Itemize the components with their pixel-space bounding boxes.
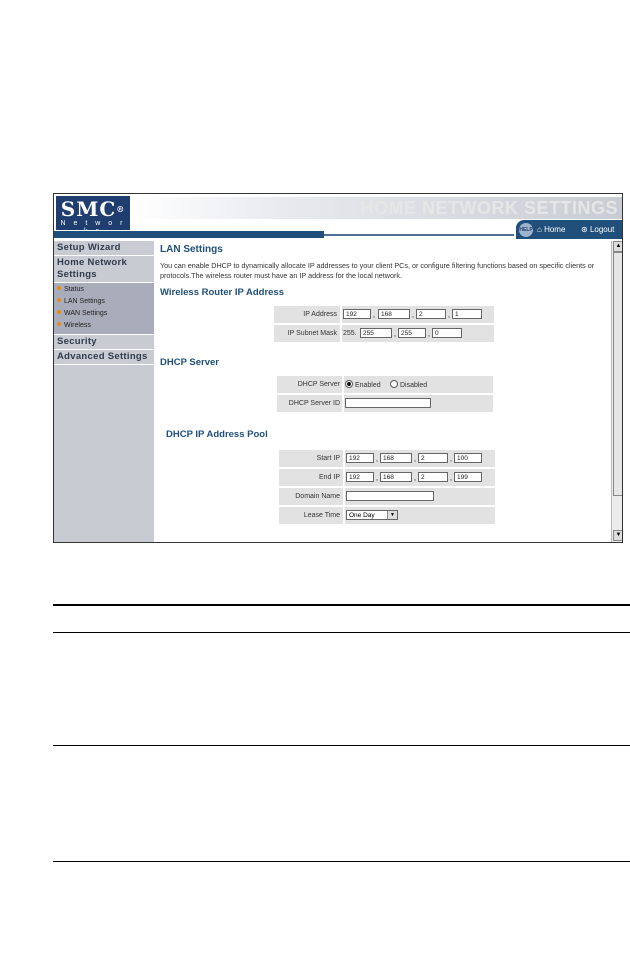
bullet-icon bbox=[57, 298, 61, 302]
lease-time-select[interactable]: One Day ▼ bbox=[346, 510, 398, 520]
sidebar-item-security[interactable]: Security bbox=[54, 335, 154, 350]
dhcp-server-table bbox=[276, 375, 494, 415]
dhcp-enabled-radio[interactable]: Enabled bbox=[345, 380, 381, 389]
sidebar-subitem-wan-settings[interactable]: WAN Settings bbox=[54, 308, 154, 320]
mask-octet-4-input[interactable]: 0 bbox=[432, 328, 462, 338]
scroll-thumb[interactable] bbox=[613, 252, 623, 496]
end-ip-octet-2-input[interactable]: 168 bbox=[380, 472, 412, 482]
subnet-mask-prefix: 255. bbox=[343, 330, 357, 337]
ip-octet-2-input[interactable]: 168 bbox=[378, 309, 410, 319]
start-ip-label: Start IP bbox=[316, 455, 340, 462]
sidebar-subitem-wireless[interactable]: Wireless bbox=[54, 320, 154, 332]
dhcp-server-label: DHCP Server bbox=[297, 381, 340, 388]
sidebar-item-advanced-settings[interactable]: Advanced Settings bbox=[54, 350, 154, 365]
ip-address-label: IP Address bbox=[303, 311, 337, 318]
sidebar-item-setup-wizard[interactable]: Setup Wizard bbox=[54, 241, 154, 256]
subnet-mask-row: IP Subnet Mask 255. 255 , 255 , 0 bbox=[274, 325, 494, 344]
sidebar-submenu bbox=[54, 283, 154, 335]
subnet-mask-label: IP Subnet Mask bbox=[287, 330, 337, 337]
start-ip-octet-3-input[interactable]: 2 bbox=[418, 453, 448, 463]
dhcp-disabled-radio[interactable]: Disabled bbox=[390, 380, 427, 389]
header bbox=[54, 194, 622, 241]
sidebar-subitem-status[interactable]: Status bbox=[54, 284, 154, 296]
table-rule-top bbox=[53, 604, 630, 606]
header-bar bbox=[54, 231, 324, 238]
scroll-up-icon[interactable]: ▲ bbox=[613, 241, 623, 252]
router-ip-heading: Wireless Router IP Address bbox=[160, 287, 284, 298]
router-admin-screenshot bbox=[53, 193, 623, 543]
lease-time-label: Lease Time bbox=[303, 512, 340, 519]
radio-unselected-icon bbox=[390, 380, 398, 388]
start-ip-octet-4-input[interactable]: 100 bbox=[454, 453, 482, 463]
help-icon[interactable]: HELP bbox=[519, 223, 533, 237]
main-content bbox=[156, 241, 611, 542]
sidebar-item-home-network-settings[interactable]: Home Network Settings bbox=[54, 256, 154, 283]
top-nav bbox=[516, 220, 622, 239]
mask-octet-2-input[interactable]: 255 bbox=[360, 328, 392, 338]
bullet-icon bbox=[57, 286, 61, 290]
dhcp-pool-table bbox=[278, 449, 496, 527]
page-description: You can enable DHCP to dynamically allocate IP addresses to your client PCs, or configure filtering functions based on specific clients or protocols.The wireless router must have an IP address for the local network. bbox=[160, 261, 595, 280]
mask-octet-3-input[interactable]: 255 bbox=[398, 328, 426, 338]
bullet-icon bbox=[57, 310, 61, 314]
bullet-icon bbox=[57, 322, 61, 326]
ip-octet-3-input[interactable]: 2 bbox=[416, 309, 446, 319]
dhcp-server-id-label: DHCP Server ID bbox=[288, 400, 340, 407]
table-rule bbox=[53, 745, 630, 746]
end-ip-octet-4-input[interactable]: 199 bbox=[454, 472, 482, 482]
page-title: LAN Settings bbox=[160, 244, 223, 255]
home-icon: ⌂ bbox=[537, 225, 542, 234]
chevron-down-icon: ▼ bbox=[387, 511, 397, 519]
radio-selected-icon bbox=[345, 380, 353, 388]
start-ip-octet-2-input[interactable]: 168 bbox=[380, 453, 412, 463]
sidebar bbox=[54, 241, 154, 543]
smc-logo: SMC® N e t w o r bbox=[56, 196, 130, 230]
router-ip-table bbox=[273, 305, 495, 345]
start-ip-row: Start IP 192 , 168 , 2 , 100 bbox=[279, 450, 495, 469]
end-ip-octet-1-input[interactable]: 192 bbox=[346, 472, 374, 482]
dhcp-server-id-input[interactable] bbox=[345, 398, 431, 408]
scroll-down-icon[interactable]: ▼ bbox=[613, 530, 623, 541]
dhcp-pool-heading: DHCP IP Address Pool bbox=[166, 429, 268, 440]
power-icon: ⊛ bbox=[581, 225, 588, 234]
domain-name-label: Domain Name bbox=[295, 493, 340, 500]
domain-name-row bbox=[279, 488, 495, 507]
ip-address-row: IP Address 192 , 168 , 2 , 1 bbox=[274, 306, 494, 325]
domain-name-input[interactable] bbox=[346, 491, 434, 501]
dhcp-server-row bbox=[277, 376, 493, 395]
logout-link[interactable]: ⊛ Logout bbox=[581, 225, 615, 234]
sidebar-subitem-lan-settings[interactable]: LAN Settings bbox=[54, 296, 154, 308]
table-rule-bottom bbox=[53, 861, 630, 862]
home-link[interactable]: ⌂ Home bbox=[537, 225, 566, 234]
vertical-scrollbar[interactable] bbox=[611, 241, 623, 542]
end-ip-octet-3-input[interactable]: 2 bbox=[418, 472, 448, 482]
end-ip-label: End IP bbox=[318, 474, 340, 481]
header-divider bbox=[324, 234, 514, 236]
table-rule bbox=[53, 632, 630, 633]
page-banner-title: HOME NETWORK SETTINGS bbox=[360, 198, 618, 218]
start-ip-octet-1-input[interactable]: 192 bbox=[346, 453, 374, 463]
dhcp-server-id-row bbox=[277, 395, 493, 414]
dhcp-server-heading: DHCP Server bbox=[160, 357, 219, 368]
ip-octet-4-input[interactable]: 1 bbox=[452, 309, 482, 319]
end-ip-row: End IP 192 , 168 , 2 , 199 bbox=[279, 469, 495, 488]
ip-octet-1-input[interactable]: 192 bbox=[343, 309, 371, 319]
lease-time-row bbox=[279, 507, 495, 526]
